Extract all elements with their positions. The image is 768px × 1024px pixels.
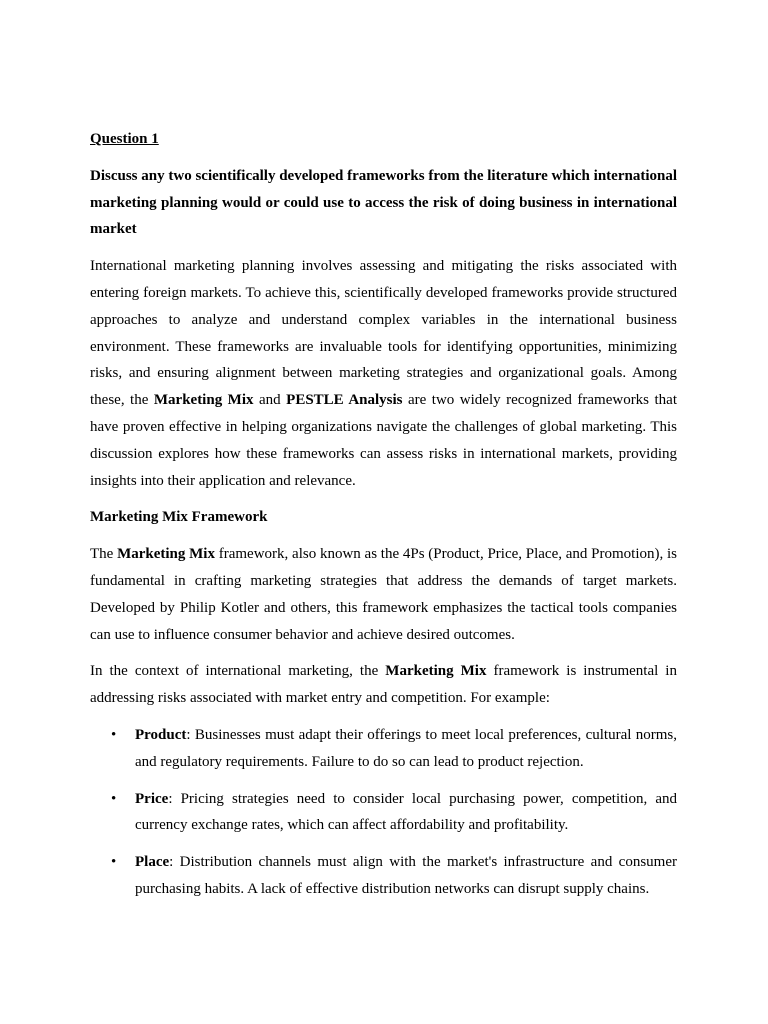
mm-p1-text-a: The bbox=[90, 546, 118, 563]
bullet-icon: • bbox=[111, 726, 117, 743]
question-text: Discuss any two scientifically developed frameworks from the literature which international marketing planning would or could use to access the risk of doing business in international market bbox=[90, 167, 677, 238]
mm-p2-text-a: In the context of international marketing, the bbox=[90, 663, 386, 680]
intro-bold-marketing-mix: Marketing Mix bbox=[153, 392, 254, 409]
bullet-text: : Businesses must adapt their offerings to meet local preferences, cultural norms, and regulatory requirements. Failure to do so can lead to product rejection. bbox=[135, 726, 677, 770]
bullet-term: Place bbox=[135, 854, 170, 871]
intro-bold-pestle: PESTLE Analysis bbox=[286, 392, 403, 409]
list-item-product bbox=[90, 722, 677, 776]
bullet-text: : Pricing strategies need to consider local purchasing power, competition, and currency exchange rates, which can affect affordability and profitability. bbox=[135, 790, 677, 834]
bullet-icon: • bbox=[111, 854, 117, 871]
list-item-place bbox=[90, 849, 677, 903]
list-item-price bbox=[90, 786, 677, 840]
intro-text-1: International marketing planning involves assessing and mitigating the risks associated with entering foreign markets. To achieve this, scientifically developed frameworks provide structured approaches to analyze and understand complex variables in the international business environment. These frameworks are invaluable tools for identifying opportunities, minimizing risks, and ensuring alignment between marketing strategies and organizational goals. Among these, the bbox=[90, 258, 677, 409]
document-page bbox=[90, 126, 677, 913]
mm-p1-text-b: framework, also known as the 4Ps (Product, Price, Place, and Promotion), is fundamental in crafting marketing strategies that address the demands of target markets. Developed by Philip Kotler and others, this framework emphasizes the tactical tools companies can use to influence consumer behavior and achieve desired outcomes. bbox=[90, 546, 677, 643]
mm-p2-text-b: framework is instrumental in addressing risks associated with market entry and competition. For example: bbox=[90, 663, 677, 707]
bullet-icon: • bbox=[111, 790, 117, 807]
intro-text-2: and bbox=[253, 392, 287, 409]
intro-text-3: are two widely recognized frameworks that have proven effective in helping organizations navigate the challenges of global marketing. This discussion explores how these frameworks can assess risks in international markets, providing insights into their application and relevance. bbox=[90, 392, 677, 489]
mm-p1-bold: Marketing Mix bbox=[117, 546, 215, 563]
bullet-term: Product bbox=[135, 726, 187, 743]
bullet-list bbox=[90, 722, 677, 903]
marketing-mix-paragraph-2 bbox=[90, 658, 677, 712]
section-heading-marketing-mix: Marketing Mix Framework bbox=[90, 509, 268, 526]
bullet-text: : Distribution channels must align with the market's infrastructure and consumer purchasing habits. A lack of effective distribution networks can disrupt supply chains. bbox=[135, 854, 677, 897]
bullet-term: Price bbox=[135, 790, 169, 807]
marketing-mix-paragraph-1 bbox=[90, 541, 677, 648]
mm-p2-bold: Marketing Mix bbox=[385, 663, 487, 680]
question-title: Question 1 bbox=[90, 131, 159, 147]
intro-paragraph bbox=[90, 253, 677, 494]
